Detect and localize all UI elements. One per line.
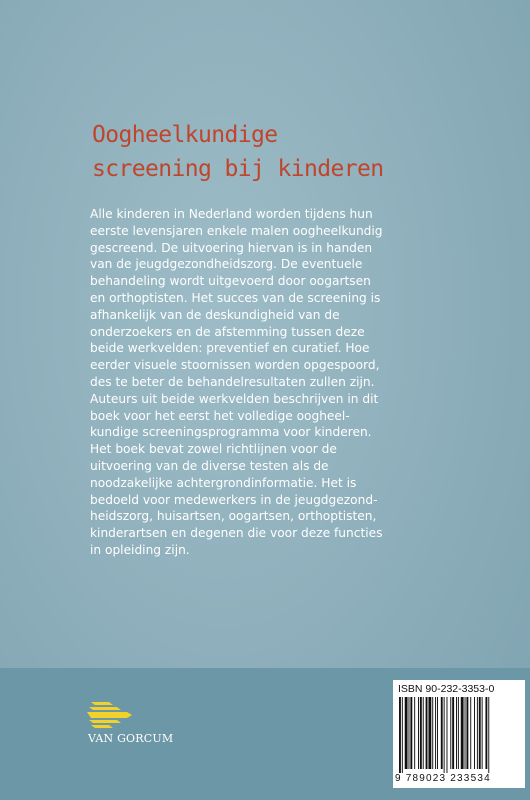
- barcode-bar: [482, 697, 483, 769]
- yellow-arrow-stripes-logo-icon: [87, 700, 133, 728]
- description-line: Alle kinderen in Nederland worden tijdens hun: [90, 207, 373, 221]
- description-line: en orthoptisten. Het succes van de screening is: [90, 290, 381, 305]
- barcode-bar: [477, 697, 478, 769]
- barcode-bar: [444, 697, 445, 773]
- description-line: van de jeugdgezondheidszorg. De eventuele: [90, 257, 363, 272]
- barcode-bar: [432, 697, 433, 769]
- isbn-barcode-box: [393, 680, 525, 788]
- barcode-bar: [447, 697, 448, 773]
- title-line: screening bij kinderen: [92, 156, 384, 182]
- barcode-bar: [402, 697, 403, 773]
- barcode-bar: [458, 697, 459, 769]
- barcode-digits: 9 789023 233534: [395, 773, 491, 784]
- book-title: [92, 118, 383, 186]
- description-line: bedoeld voor medewerkers in de jeugdgezond-: [90, 492, 378, 507]
- description-line: kundige screeningsprogramma voor kinderen.: [90, 425, 372, 440]
- publisher-block: [87, 700, 197, 745]
- barcode-bar: [420, 697, 422, 769]
- description-line: afhankelijk van de deskundigheid van de: [90, 307, 340, 322]
- barcode-bar: [452, 697, 454, 769]
- description-line: Auteurs uit beide werkvelden beschrijven in dit: [90, 391, 379, 406]
- barcode-bar: [479, 697, 481, 769]
- description-line: eerste levensjaren enkele malen oogheelkundig: [90, 223, 383, 238]
- description-line: onderzoekers en de afstemming tussen deze: [90, 324, 365, 339]
- barcode-bar: [405, 697, 408, 769]
- barcode-bar: [418, 697, 419, 769]
- description-line: eerder visuele stoornissen worden opgespoord,: [90, 358, 380, 373]
- barcode-bar: [414, 697, 415, 769]
- description-line: beide werkvelden: preventief en curatief. Hoe: [90, 341, 370, 356]
- description-line: des te beter de behandelresultaten zullen zijn.: [90, 374, 375, 389]
- description-line: boek voor het eerst het volledige oogheel-: [90, 408, 350, 423]
- barcode-bar: [485, 697, 487, 769]
- description-line: uitvoering van de diverse testen als de: [90, 458, 329, 473]
- description-line: behandeling wordt uitgevoerd door oogartsen: [90, 274, 371, 289]
- description-line: in opleiding zijn.: [90, 542, 190, 557]
- barcode-bar: [450, 697, 451, 769]
- barcode-bar: [456, 697, 457, 769]
- barcode: [399, 697, 519, 773]
- barcode-bar: [437, 697, 438, 769]
- barcode-bar: [466, 697, 468, 769]
- description-line: noodzakelijke achtergrondinformatie. Het is: [90, 475, 357, 490]
- description-line: heidszorg, huisartsen, oogartsen, orthoptisten,: [90, 509, 377, 524]
- barcode-bar: [435, 697, 436, 769]
- barcode-bar: [465, 697, 466, 769]
- barcode-bar: [441, 697, 443, 769]
- description-line: kinderartsen en degenen die voor deze functies: [90, 526, 383, 541]
- title-line: Oogheelkundige: [92, 122, 278, 148]
- barcode-bar: [399, 697, 401, 773]
- barcode-bar: [461, 697, 464, 769]
- description-line: Het boek bevat zowel richtlijnen voor de: [90, 442, 337, 457]
- barcode-bar: [474, 697, 475, 769]
- isbn-label: ISBN 90-232-3353-0: [398, 683, 495, 695]
- barcode-bar: [488, 697, 489, 773]
- barcode-bar: [428, 697, 431, 769]
- barcode-bar: [470, 697, 471, 769]
- barcode-bar: [426, 697, 428, 769]
- publisher-name: VAN GORCUM: [88, 732, 174, 745]
- barcode-bar: [409, 697, 410, 769]
- description-line: gescreend. De uitvoering hiervan is in handen: [90, 240, 373, 255]
- barcode-bar: [423, 697, 424, 769]
- book-description: [90, 206, 435, 559]
- barcode-bar: [410, 697, 412, 769]
